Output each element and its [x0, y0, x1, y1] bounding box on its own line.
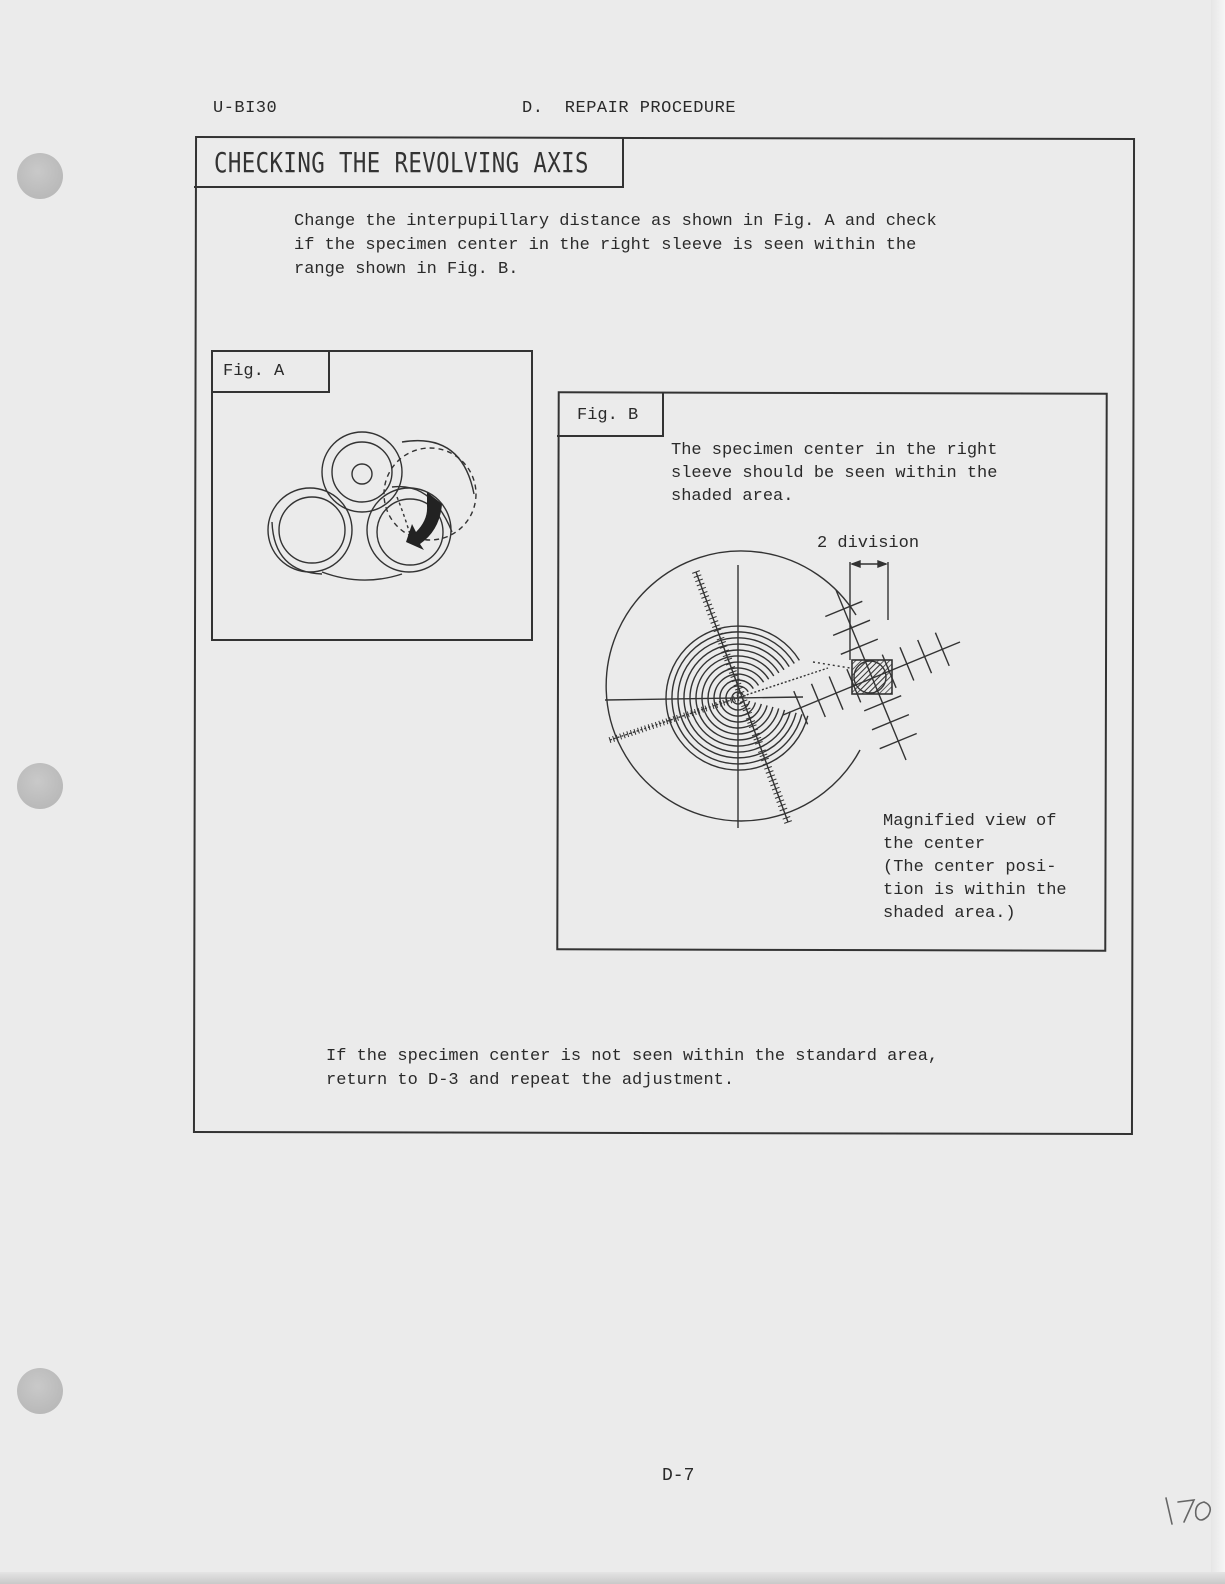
magnified-caption: Magnified view of the center (The center posi- tion is within the shaded area.) [883, 812, 1067, 923]
left-tube-inner [279, 497, 345, 563]
center-tube-mid [332, 442, 392, 502]
fig-b-drawing [598, 550, 978, 840]
binder-hole-bottom [17, 1368, 63, 1414]
magnified-tick [833, 620, 870, 635]
page-bottom-shadow [0, 1572, 1225, 1584]
center-tube-outer [322, 432, 402, 512]
section-header: D. REPAIR PROCEDURE [522, 99, 737, 118]
binder-hole-top [17, 153, 63, 199]
magnified-tick [829, 677, 843, 710]
left-tube-outer [268, 488, 352, 572]
reticle-circle [606, 551, 860, 821]
scale-tick [734, 696, 736, 702]
reticle-horizontal-line [605, 697, 803, 700]
fig-b-label: Fig. B [577, 406, 639, 425]
rotation-arrow-icon [406, 492, 442, 550]
page-edge-shadow [1211, 0, 1225, 1584]
fig-a-drawing [262, 422, 492, 602]
fig-a-label: Fig. A [223, 362, 285, 381]
right-tube-outer [367, 488, 451, 572]
doc-code: U-BI30 [213, 99, 278, 118]
handwritten-page-number [1160, 1490, 1220, 1530]
arrow-head-left-icon [852, 561, 860, 567]
binder-hole-middle [17, 763, 63, 809]
magnified-tick [918, 640, 932, 673]
magnified-tick [825, 601, 862, 616]
center-tube-core [352, 464, 372, 484]
magnified-tick [841, 639, 878, 654]
footer-paragraph: If the specimen center is not seen within the standard area, return to D-3 and repeat the adjustment. [326, 1047, 939, 1090]
scale-tick [627, 731, 629, 737]
intro-paragraph: Change the interpupillary distance as shown in Fig. A and check if the specimen center in the right sleeve is seen within the range shown in Fig. B. [294, 212, 937, 279]
scale-tick [623, 733, 625, 739]
page-number: D-7 [662, 1466, 695, 1486]
fig-b-note: The specimen center in the right sleeve should be seen within the shaded area. [671, 441, 998, 506]
arrow-head-right-icon [878, 561, 886, 567]
magnified-tick [812, 684, 826, 717]
leader-dots [813, 662, 850, 668]
shaded-area-circle [854, 661, 886, 693]
magnified-tick [880, 734, 917, 749]
page-title: CHECKING THE REVOLVING AXIS [214, 146, 589, 179]
dimension-label: 2 division [817, 534, 920, 553]
magnified-tick [900, 647, 914, 680]
scale-tick [677, 715, 679, 721]
scale-tick [620, 734, 622, 740]
magnified-tick [872, 715, 909, 730]
magnified-tick [935, 633, 949, 666]
magnified-tick [864, 696, 901, 711]
